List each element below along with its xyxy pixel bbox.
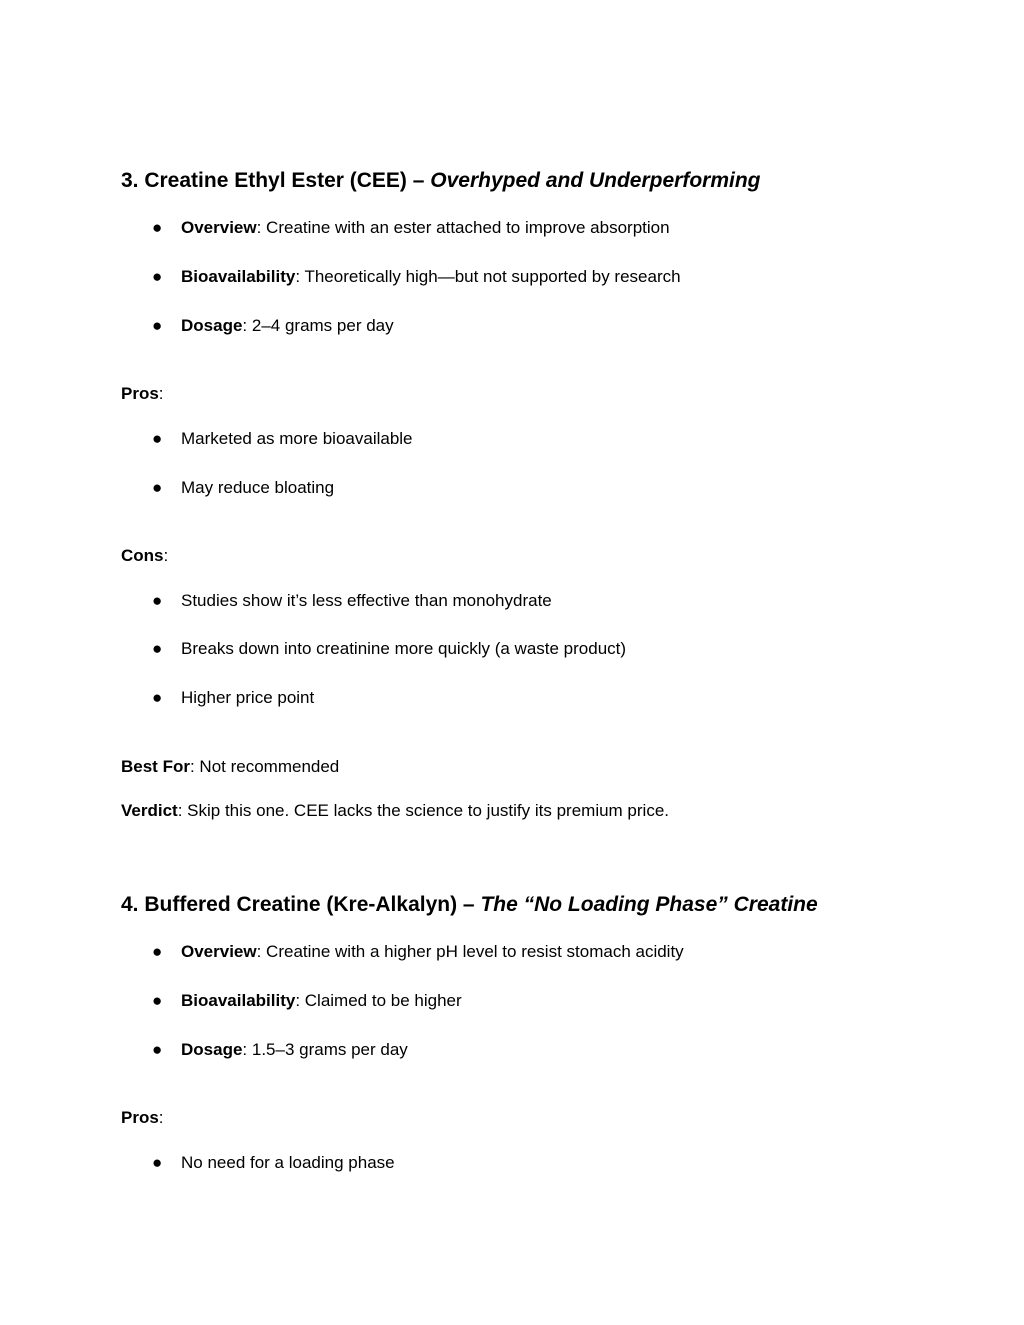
heading-emphasis: The “No Loading Phase” Creatine bbox=[480, 893, 818, 916]
detail-text: : Theoretically high—but not supported by research bbox=[295, 267, 681, 286]
pros-label-line bbox=[121, 383, 164, 405]
verdict-text: : Skip this one. CEE lacks the science to justify its premium price. bbox=[177, 801, 670, 820]
pro-text: May reduce bloating bbox=[181, 478, 335, 497]
detail-label: Bioavailability bbox=[181, 991, 296, 1010]
bullet-icon: ● bbox=[152, 639, 163, 658]
heading-emphasis: Overhyped and Underperforming bbox=[430, 169, 761, 192]
pros-label: Pros bbox=[121, 1108, 159, 1127]
con-text: Breaks down into creatinine more quickly (a waste product) bbox=[181, 639, 627, 658]
bullet-icon: ● bbox=[152, 991, 163, 1010]
con-text: Studies show it’s less effective than monohydrate bbox=[181, 591, 552, 610]
con-text: Higher price point bbox=[181, 688, 315, 707]
section-heading bbox=[121, 168, 761, 194]
best-for-text: : Not recommended bbox=[189, 757, 340, 776]
pro-text: No need for a loading phase bbox=[181, 1153, 395, 1172]
bullet-icon: ● bbox=[152, 218, 163, 237]
bullet-icon: ● bbox=[152, 316, 163, 335]
detail-text: : 2–4 grams per day bbox=[242, 316, 394, 335]
detail-text: : 1.5–3 grams per day bbox=[242, 1040, 408, 1059]
colon: : bbox=[158, 1108, 164, 1127]
best-for-line bbox=[121, 756, 339, 778]
detail-text: : Creatine with an ester attached to improve absorption bbox=[256, 218, 670, 237]
pro-text: Marketed as more bioavailable bbox=[181, 429, 413, 448]
detail-label: Overview bbox=[181, 218, 257, 237]
detail-text: : Creatine with a higher pH level to resist stomach acidity bbox=[256, 942, 684, 961]
heading-main: 4. Buffered Creatine (Kre-Alkalyn) – bbox=[121, 893, 481, 916]
bullet-icon: ● bbox=[152, 688, 163, 707]
bullet-icon: ● bbox=[152, 591, 163, 610]
bullet-icon: ● bbox=[152, 942, 163, 961]
verdict-label: Verdict bbox=[121, 801, 178, 820]
bullet-icon: ● bbox=[152, 1040, 163, 1059]
bullet-icon: ● bbox=[152, 478, 163, 497]
heading-main: 3. Creatine Ethyl Ester (CEE) – bbox=[121, 169, 431, 192]
colon: : bbox=[158, 384, 164, 403]
bullet-icon: ● bbox=[152, 429, 163, 448]
detail-text: : Claimed to be higher bbox=[295, 991, 462, 1010]
bullet-icon: ● bbox=[152, 267, 163, 286]
pros-label: Pros bbox=[121, 384, 159, 403]
detail-label: Bioavailability bbox=[181, 267, 296, 286]
detail-label: Dosage bbox=[181, 316, 243, 335]
bullet-icon: ● bbox=[152, 1153, 163, 1172]
detail-label: Dosage bbox=[181, 1040, 243, 1059]
cons-label-line bbox=[121, 545, 168, 567]
verdict-line bbox=[121, 800, 669, 822]
detail-label: Overview bbox=[181, 942, 257, 961]
section-heading bbox=[121, 892, 818, 918]
colon: : bbox=[163, 546, 169, 565]
best-for-label: Best For bbox=[121, 757, 190, 776]
pros-label-line bbox=[121, 1107, 164, 1129]
cons-label: Cons bbox=[121, 546, 164, 565]
